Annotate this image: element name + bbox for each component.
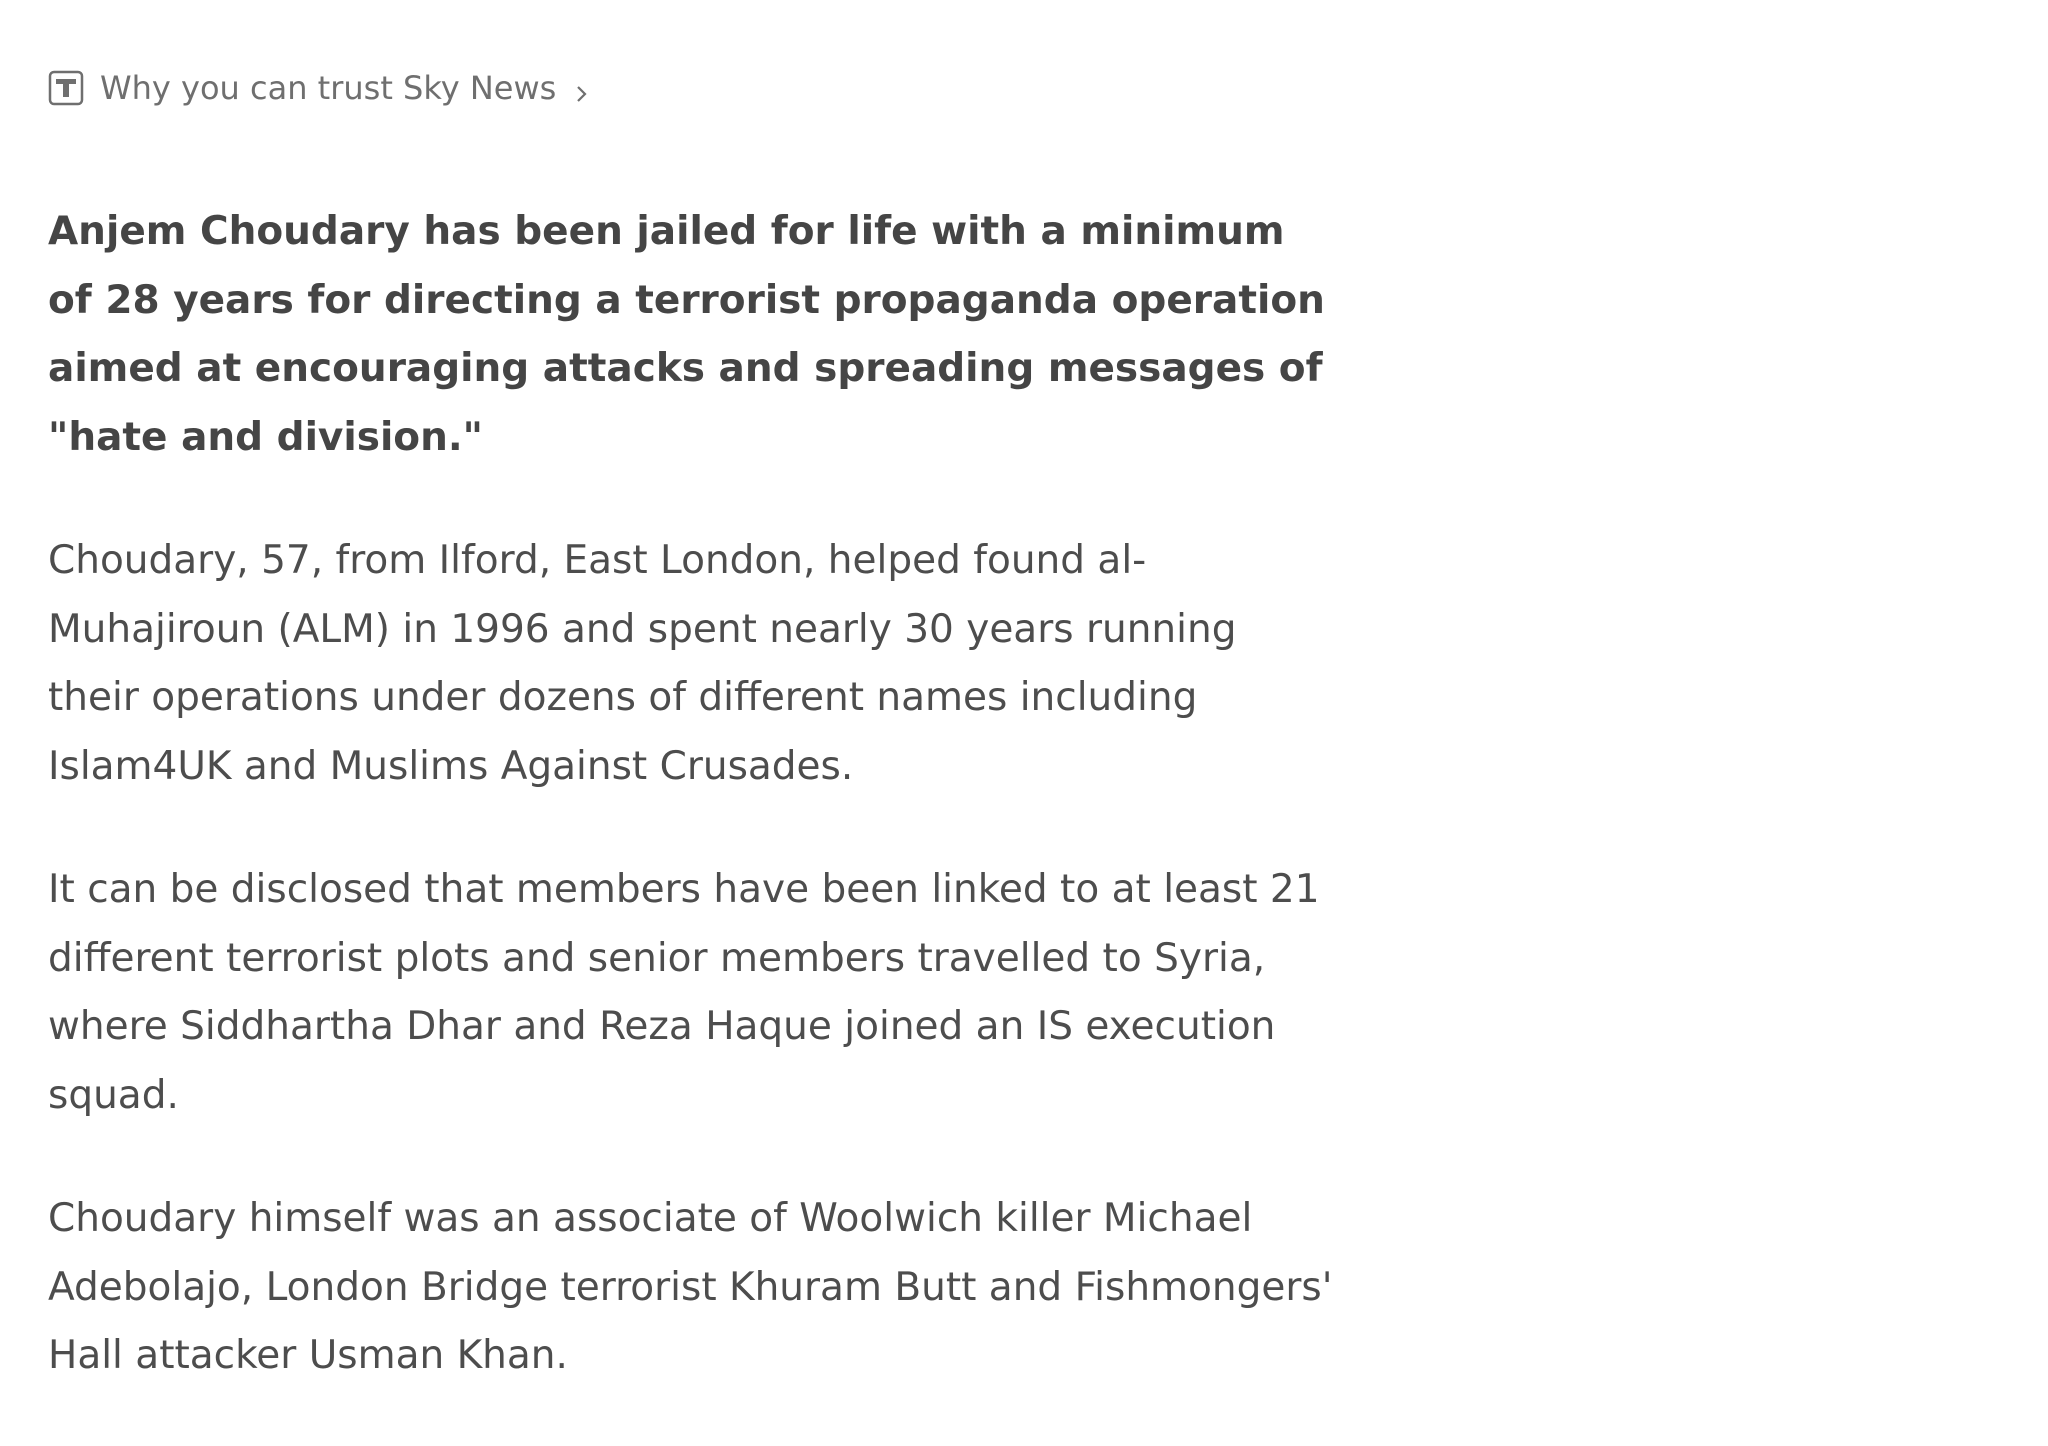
article-paragraph-3: Choudary himself was an associate of Woolwich killer Michael Adebolajo, London Bridge terrorist Khuram Butt and Fishmongers' Hall attacker Usman Khan. xyxy=(48,1196,1333,1378)
article-lead: Anjem Choudary has been jailed for life with a minimum of 28 years for directing a terrorist propaganda operation aimed at encouraging attacks and spreading messages of "hate and division." xyxy=(48,209,1325,460)
article-paragraph-2: It can be disclosed that members have been linked to at least 21 different terrorist plots and senior members travelled to Syria, where Siddhartha Dhar and Reza Haque joined an IS execution squad. xyxy=(48,867,1320,1118)
trust-link-label: Why you can trust Sky News xyxy=(100,69,557,107)
article-body xyxy=(48,198,1338,1446)
trust-badge-icon xyxy=(48,70,84,106)
chevron-right-icon xyxy=(574,76,590,100)
article-paragraph-1: Choudary, 57, from Ilford, East London, helped found al-Muhajiroun (ALM) in 1996 and spent nearly 30 years running their operations under dozens of different names including Islam4UK and Muslims Against Crusades. xyxy=(48,538,1237,789)
trust-sky-news-link[interactable] xyxy=(48,66,590,110)
